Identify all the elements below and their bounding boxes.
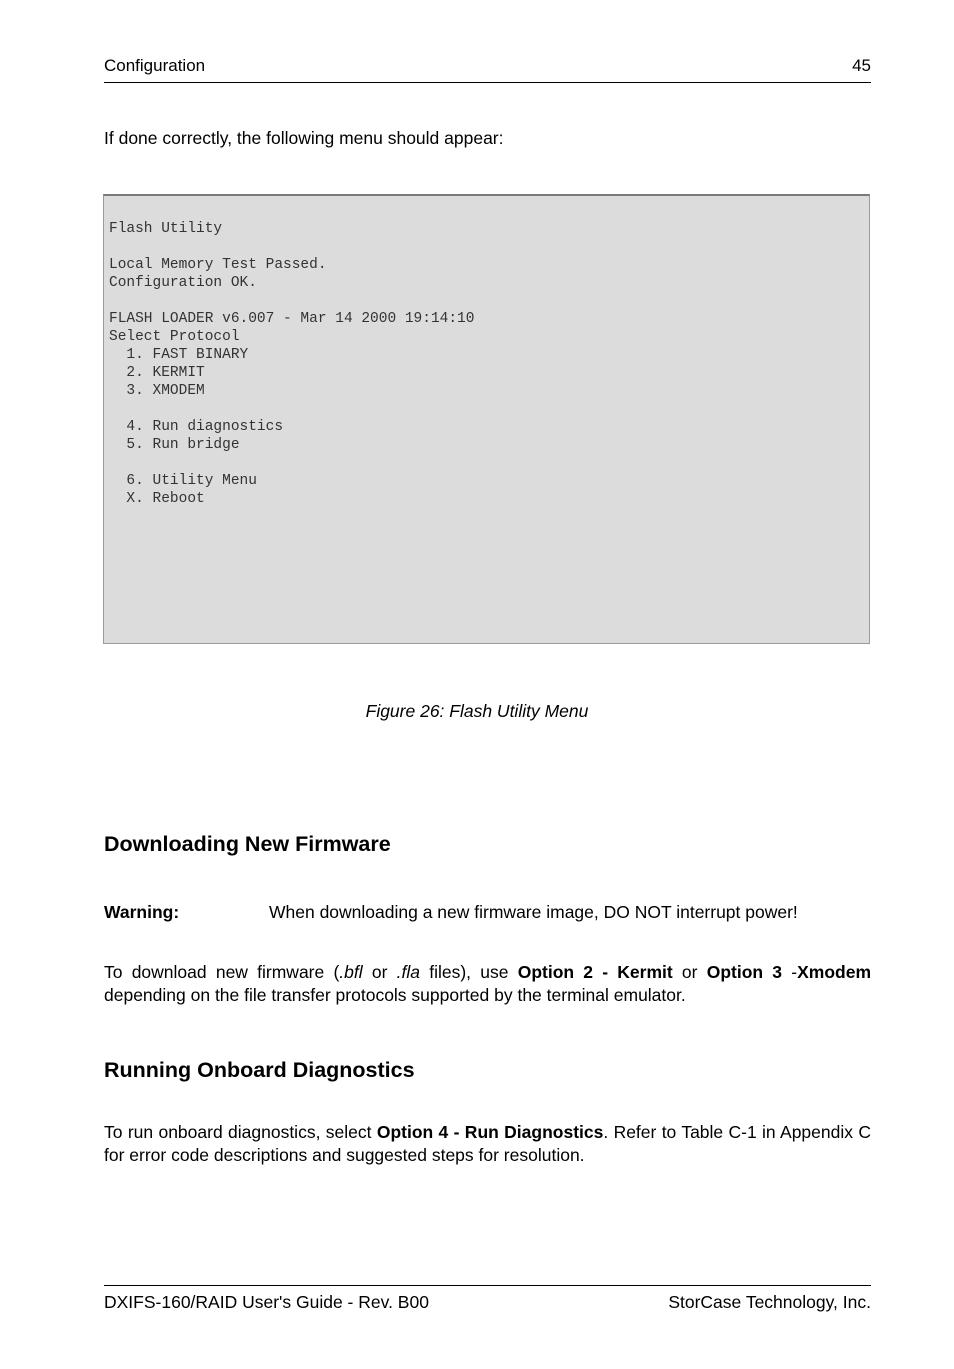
warning-text: When downloading a new firmware image, DO NOT interrupt power! — [269, 902, 798, 922]
warning-label: Warning: — [104, 902, 180, 922]
page-header — [104, 56, 871, 83]
terminal-line: 1. FAST BINARY — [109, 347, 249, 363]
terminal-line: 6. Utility Menu — [109, 473, 257, 489]
file-extension-bfl: .bfl — [339, 962, 363, 982]
diagnostics-paragraph — [104, 1121, 871, 1167]
terminal-line: FLASH LOADER v6.007 - Mar 14 2000 19:14:10 — [109, 311, 475, 327]
terminal-line: Configuration OK. — [109, 275, 257, 291]
terminal-output — [109, 220, 474, 508]
option-xmodem: Xmodem — [797, 962, 871, 982]
para-text: depending on the file transfer protocols supported by the terminal emulator. — [104, 985, 686, 1005]
terminal-line: 4. Run diagnostics — [109, 419, 284, 435]
option-kermit: Option 2 - Kermit — [517, 962, 673, 982]
header-page-number: 45 — [852, 56, 871, 75]
file-extension-fla: .fla — [396, 962, 421, 982]
terminal-line: Flash Utility — [109, 221, 223, 237]
option-run-diagnostics: Option 4 - Run Diagnostics — [376, 1122, 604, 1142]
intro-text: If done correctly, the following menu should appear: — [104, 128, 504, 148]
para-text: - — [782, 962, 798, 982]
para-text: . Refer to Table C-1 in Appendix C for error code descriptions and suggested steps for resolution. — [104, 1122, 871, 1165]
download-paragraph — [104, 961, 871, 1007]
figure-caption: Figure 26: Flash Utility Menu — [365, 701, 589, 721]
terminal-line: Select Protocol — [109, 329, 240, 345]
header-section-title: Configuration — [104, 56, 206, 75]
terminal-line: 3. XMODEM — [109, 383, 205, 399]
footer-document-title: DXIFS-160/RAID User's Guide - Rev. B00 — [104, 1292, 429, 1312]
terminal-line: 5. Run bridge — [109, 437, 240, 453]
para-text: files), use — [420, 962, 518, 982]
terminal-line: X. Reboot — [109, 491, 205, 507]
footer-company: StorCase Technology, Inc. — [668, 1292, 871, 1312]
heading-downloading-firmware: Downloading New Firmware — [104, 832, 391, 856]
para-text: To run onboard diagnostics, select — [104, 1122, 377, 1142]
para-text: or — [362, 962, 397, 982]
terminal-line: Local Memory Test Passed. — [109, 257, 327, 273]
terminal-line: 2. KERMIT — [109, 365, 205, 381]
page-footer — [104, 1285, 871, 1312]
para-text: To download new firmware ( — [104, 962, 340, 982]
option-3: Option 3 — [706, 962, 783, 982]
terminal-screenshot — [103, 194, 870, 644]
para-text: or — [672, 962, 707, 982]
heading-running-diagnostics: Running Onboard Diagnostics — [104, 1058, 415, 1082]
